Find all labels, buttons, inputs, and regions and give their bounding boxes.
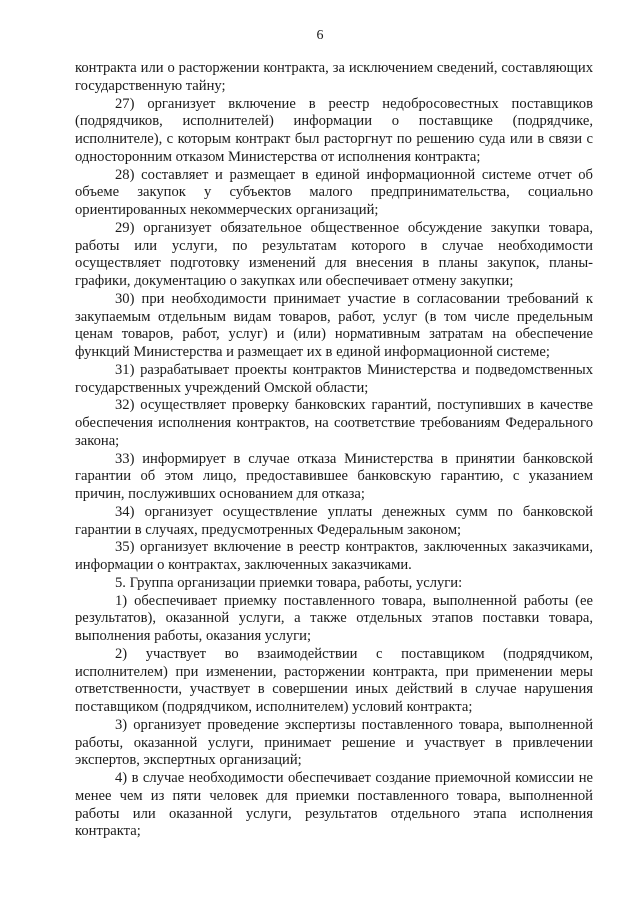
page-number: 6	[316, 28, 324, 43]
paragraph-group5-item-2: 2) участвует во взаимодействии с поставщиком (подрядчиком, исполнителем) при изменении, расторжении контракта, при применении меры ответственности, участвует в совершении иных действий в случае нарушения поставщиком (подрядчиком, исполнителем) условий контракта;	[75, 645, 593, 715]
document-body	[75, 60, 593, 841]
paragraph-item-34: 34) организует осуществление уплаты денежных сумм по банковской гарантии в случаях, предусмотренных Федеральным законом;	[75, 503, 593, 538]
paragraph-item-33: 33) информирует в случае отказа Министерства в принятии банковской гарантии об этом лицо, предоставившее банковскую гарантию, с указанием причин, послуживших основанием для отказа;	[75, 450, 593, 502]
paragraph-item-32: 32) осуществляет проверку банковских гарантий, поступивших в качестве обеспечения исполнения контрактов, на соответствие требованиям Федерального закона;	[75, 397, 593, 449]
paragraph-item-29: 29) организует обязательное общественное обсуждение закупки товара, работы или услуги, по результатам которого в случае необходимости осуществляет подготовку изменений для внесения в планы закупок, планы-графики, документацию о закупках или обеспечивает отмену закупки;	[75, 219, 593, 289]
paragraph-item-28: 28) составляет и размещает в единой информационной системе отчет об объеме закупок у субъектов малого предпринимательства, социально ориентированных некоммерческих организаций;	[75, 166, 593, 218]
paragraph-group5-item-4: 4) в случае необходимости обеспечивает создание приемочной комиссии не менее чем из пяти человек для приемки поставленного товара, выполненной работы или оказанной услуги, результатов отдельного этапа исполнения контракта;	[75, 770, 593, 840]
section-heading-group-5: 5. Группа организации приемки товара, работы, услуги:	[115, 574, 463, 591]
paragraph-item-30: 30) при необходимости принимает участие в согласовании требований к закупаемым отдельным видам товаров, работ, услуг (в том числе предельным ценам товаров, работ, услуг) и (или) нормативным затратам на обеспечение функций Министерства и размещает их в единой информационной системе;	[75, 290, 593, 360]
paragraph-continuation: контракта или о расторжении контракта, за исключением сведений, составляющих государственную тайну;	[75, 60, 593, 94]
paragraph-group5-item-1: 1) обеспечивает приемку поставленного товара, выполненной работы (ее результатов), оказанной услуги, а также отдельных этапов поставки товара, выполнения работы, оказания услуги;	[75, 592, 593, 644]
paragraph-item-35: 35) организует включение в реестр контрактов, заключенных заказчиками, информации о контрактах, заключенных заказчиками.	[75, 539, 593, 573]
paragraph-group5-item-3: 3) организует проведение экспертизы поставленного товара, выполненной работы, оказанной услуги, принимает решение и участвует в привлечении экспертов, экспертных организаций;	[75, 716, 593, 769]
paragraph-item-31: 31) разрабатывает проекты контрактов Министерства и подведомственных государственных учреждений Омской области;	[75, 361, 593, 396]
paragraph-item-27: 27) организует включение в реестр недобросовестных поставщиков (подрядчиков, исполнителей) информации о поставщике (подрядчике, исполнителе), с которым контракт был расторгнут по решению суда или в связи с односторонним отказом Министерства от исполнения контракта;	[75, 95, 593, 165]
